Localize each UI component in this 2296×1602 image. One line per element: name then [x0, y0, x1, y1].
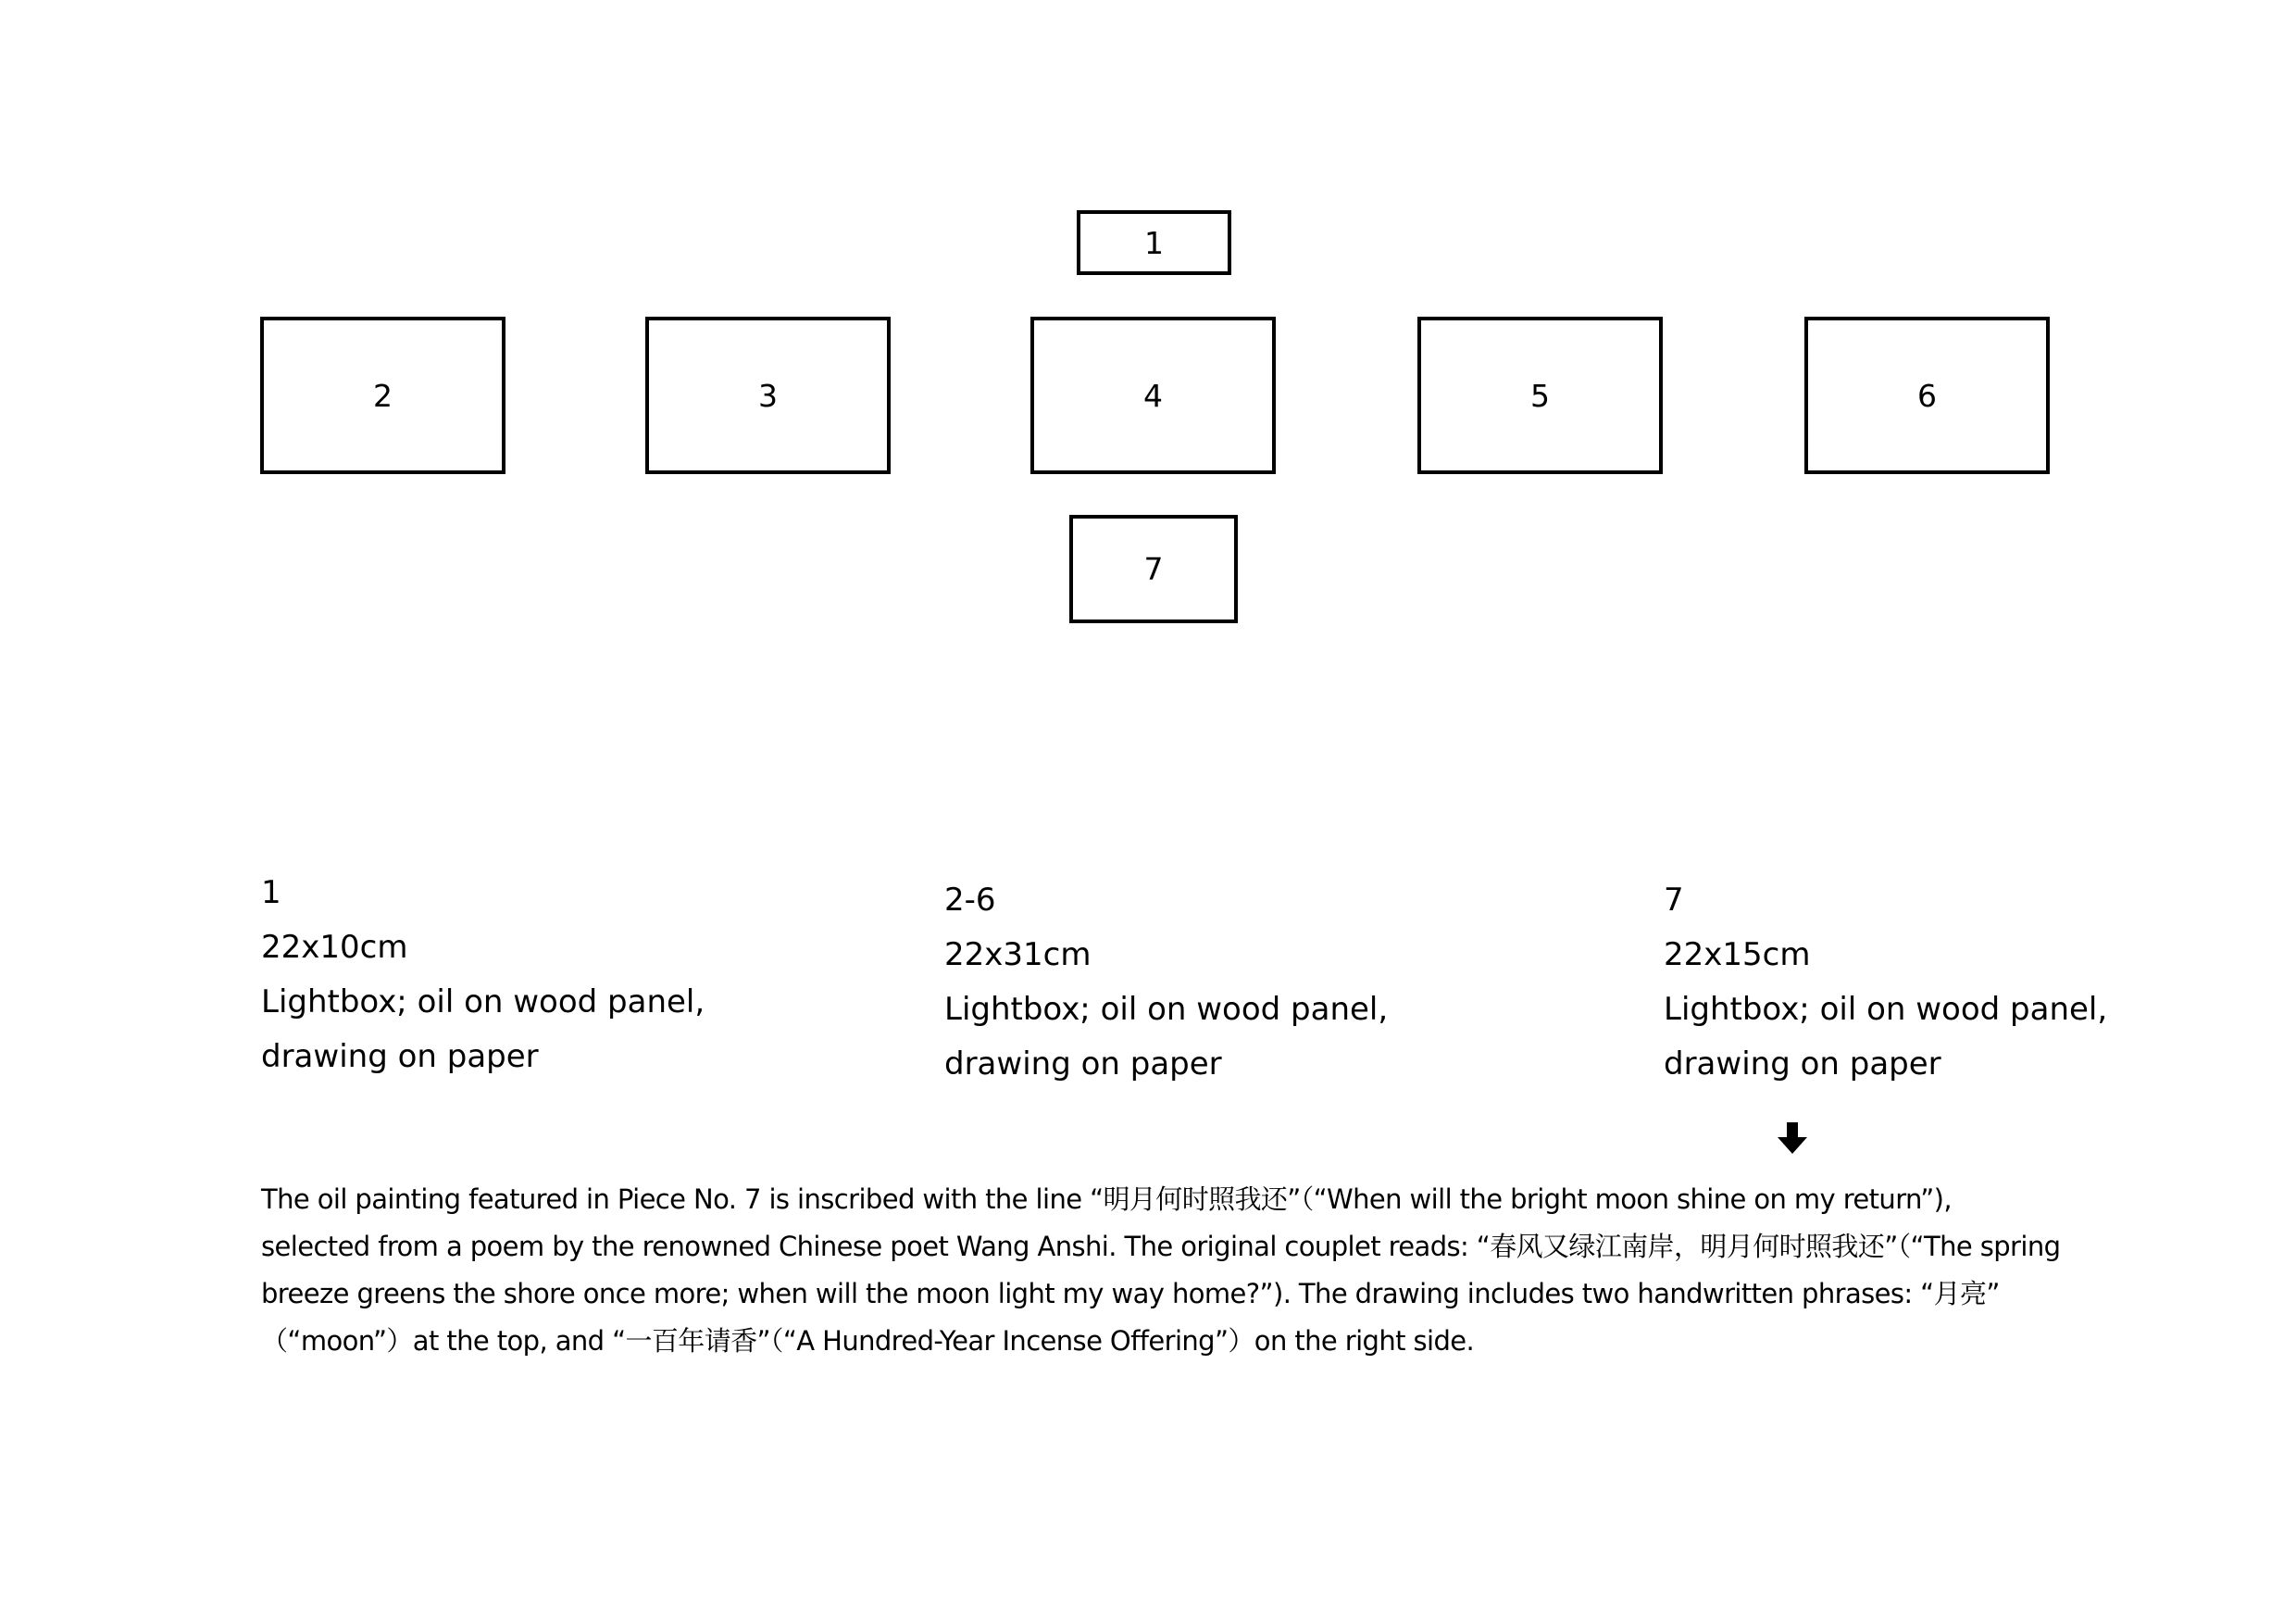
spec-block-1	[261, 866, 705, 1084]
panel-1	[1077, 210, 1231, 275]
spec-block-2-6	[944, 873, 1388, 1092]
panel-4-label: 4	[1143, 377, 1163, 414]
panel-6-label: 6	[1917, 377, 1937, 414]
caption-line-4: （“moon”）at the top, and “一百年请香”（“A Hundred-Year Incense Offering”）on the right side.	[261, 1325, 1475, 1357]
panel-6	[1804, 317, 2050, 474]
panel-7	[1069, 515, 1238, 623]
spec-medium-cont: drawing on paper	[261, 1038, 539, 1075]
spec-medium: Lightbox; oil on wood panel,	[1664, 991, 2108, 1028]
panel-2-label: 2	[373, 377, 393, 414]
spec-medium-cont: drawing on paper	[1664, 1045, 1941, 1083]
spec-medium-cont: drawing on paper	[944, 1045, 1222, 1083]
spec-number: 2-6	[944, 882, 996, 919]
panel-7-label: 7	[1143, 551, 1164, 587]
spec-number: 7	[1664, 882, 1684, 919]
caption-line-3: breeze greens the shore once more; when will the moon light my way home?”). The drawing includes two handwritten phrases: “月亮”	[261, 1278, 2000, 1309]
panel-5	[1417, 317, 1663, 474]
spec-block-7	[1664, 873, 2107, 1092]
spec-medium: Lightbox; oil on wood panel,	[261, 983, 705, 1020]
spec-size: 22x10cm	[261, 929, 408, 966]
caption-line-2: selected from a poem by the renowned Chinese poet Wang Anshi. The original couplet reads: “春风又绿江南岸，明月何时照我还”（“The spring	[261, 1231, 2061, 1262]
panel-2	[260, 317, 505, 474]
spec-size: 22x15cm	[1664, 936, 1811, 973]
down-arrow-icon	[1778, 1122, 1807, 1154]
spec-medium: Lightbox; oil on wood panel,	[944, 991, 1389, 1028]
panel-3	[645, 317, 891, 474]
spec-number: 1	[261, 874, 281, 911]
spec-size: 22x31cm	[944, 936, 1092, 973]
panel-3-label: 3	[758, 377, 778, 414]
panel-4	[1030, 317, 1276, 474]
caption-text	[261, 1176, 2076, 1365]
caption-line-1: The oil painting featured in Piece No. 7 is inscribed with the line “明月何时照我还”（“When will the bright moon shine on my return”),	[261, 1183, 1952, 1215]
panel-1-label: 1	[1144, 224, 1164, 261]
panel-5-label: 5	[1530, 377, 1550, 414]
